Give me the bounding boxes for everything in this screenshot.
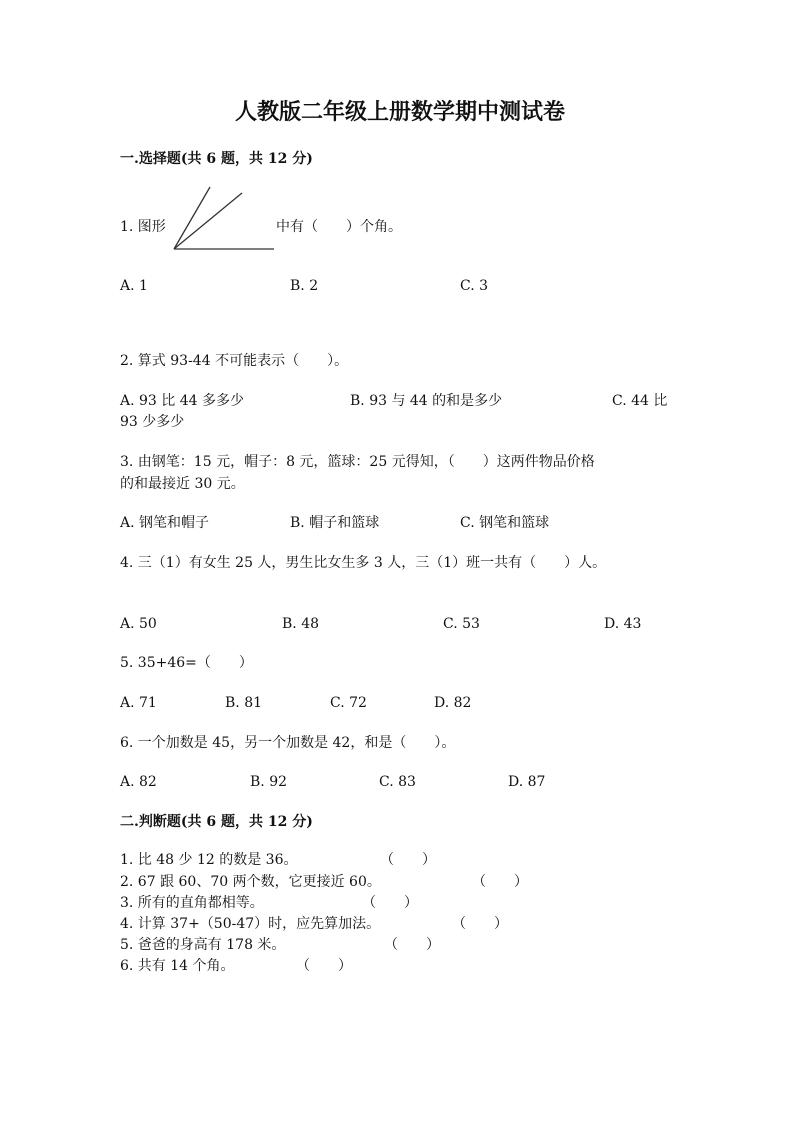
page-title: 人教版二年级上册数学期中测试卷 — [234, 99, 565, 125]
q1-option-b: B. 2 — [290, 278, 319, 294]
q2-option-c-continued: 93 少多少 — [120, 414, 185, 430]
q1-prefix: 1. 图形 — [120, 219, 166, 235]
judge-item-3-blank: （ ） — [362, 895, 418, 911]
q1-option-c: C. 3 — [460, 278, 489, 294]
angle-figure — [170, 185, 280, 255]
q5-option-a: A. 71 — [120, 695, 157, 711]
judge-item-2-blank: （ ） — [472, 874, 528, 890]
judge-item-6-text: 6. 共有 14 个角。 — [120, 958, 235, 974]
judge-item-4-blank: （ ） — [452, 916, 508, 932]
q6-option-b: B. 92 — [250, 774, 288, 790]
judge-item-1-blank: （ ） — [380, 852, 436, 868]
q4-stem: 4. 三（1）有女生 25 人，男生比女生多 3 人，三（1）班一共有（ ）人。 — [120, 555, 607, 571]
q6-option-d: D. 87 — [508, 774, 546, 790]
q4-option-d: D. 43 — [604, 616, 642, 632]
q6-option-a: A. 82 — [120, 774, 157, 790]
q2-option-a: A. 93 比 44 多多少 — [120, 393, 244, 409]
q1-option-a: A. 1 — [120, 278, 148, 294]
q1-suffix: 中有（ ）个角。 — [276, 219, 402, 235]
section-heading-judge: 二.判断题(共 6 题，共 12 分) — [120, 814, 313, 830]
judge-item-4-text: 4. 计算 37+（50-47）时，应先算加法。 — [120, 916, 381, 932]
judge-item-2-text: 2. 67 跟 60、70 两个数，它更接近 60。 — [120, 874, 381, 890]
judge-item-5-text: 5. 爸爸的身高有 178 米。 — [120, 937, 286, 953]
q4-option-c: C. 53 — [443, 616, 480, 632]
q5-option-c: C. 72 — [330, 695, 367, 711]
q5-option-b: B. 81 — [225, 695, 263, 711]
q5-stem: 5. 35+46=（ ） — [120, 655, 253, 671]
q3-stem-line1: 3. 由钢笔：15 元，帽子：8 元，篮球：25 元得知，（ ）这两件物品价格 — [120, 454, 595, 470]
q2-option-b: B. 93 与 44 的和是多少 — [350, 393, 503, 409]
q6-option-c: C. 83 — [379, 774, 416, 790]
q3-option-b: B. 帽子和篮球 — [290, 515, 380, 531]
section-heading-choice: 一.选择题(共 6 题，共 12 分) — [120, 151, 313, 167]
q3-option-a: A. 钢笔和帽子 — [120, 515, 210, 531]
q3-option-c: C. 钢笔和篮球 — [460, 515, 550, 531]
q4-option-b: B. 48 — [282, 616, 320, 632]
q5-option-d: D. 82 — [434, 695, 472, 711]
q6-stem: 6. 一个加数是 45，另一个加数是 42，和是（ ）。 — [120, 735, 456, 751]
judge-item-6-blank: （ ） — [296, 958, 352, 974]
q2-option-c: C. 44 比 — [612, 393, 668, 409]
q4-option-a: A. 50 — [120, 616, 157, 632]
q2-stem: 2. 算式 93-44 不可能表示（ ）。 — [120, 353, 349, 369]
q3-stem-line2: 的和最接近 30 元。 — [120, 476, 245, 492]
judge-item-3-text: 3. 所有的直角都相等。 — [120, 895, 264, 911]
judge-item-5-blank: （ ） — [384, 937, 440, 953]
judge-item-1-text: 1. 比 48 少 12 的数是 36。 — [120, 852, 298, 868]
